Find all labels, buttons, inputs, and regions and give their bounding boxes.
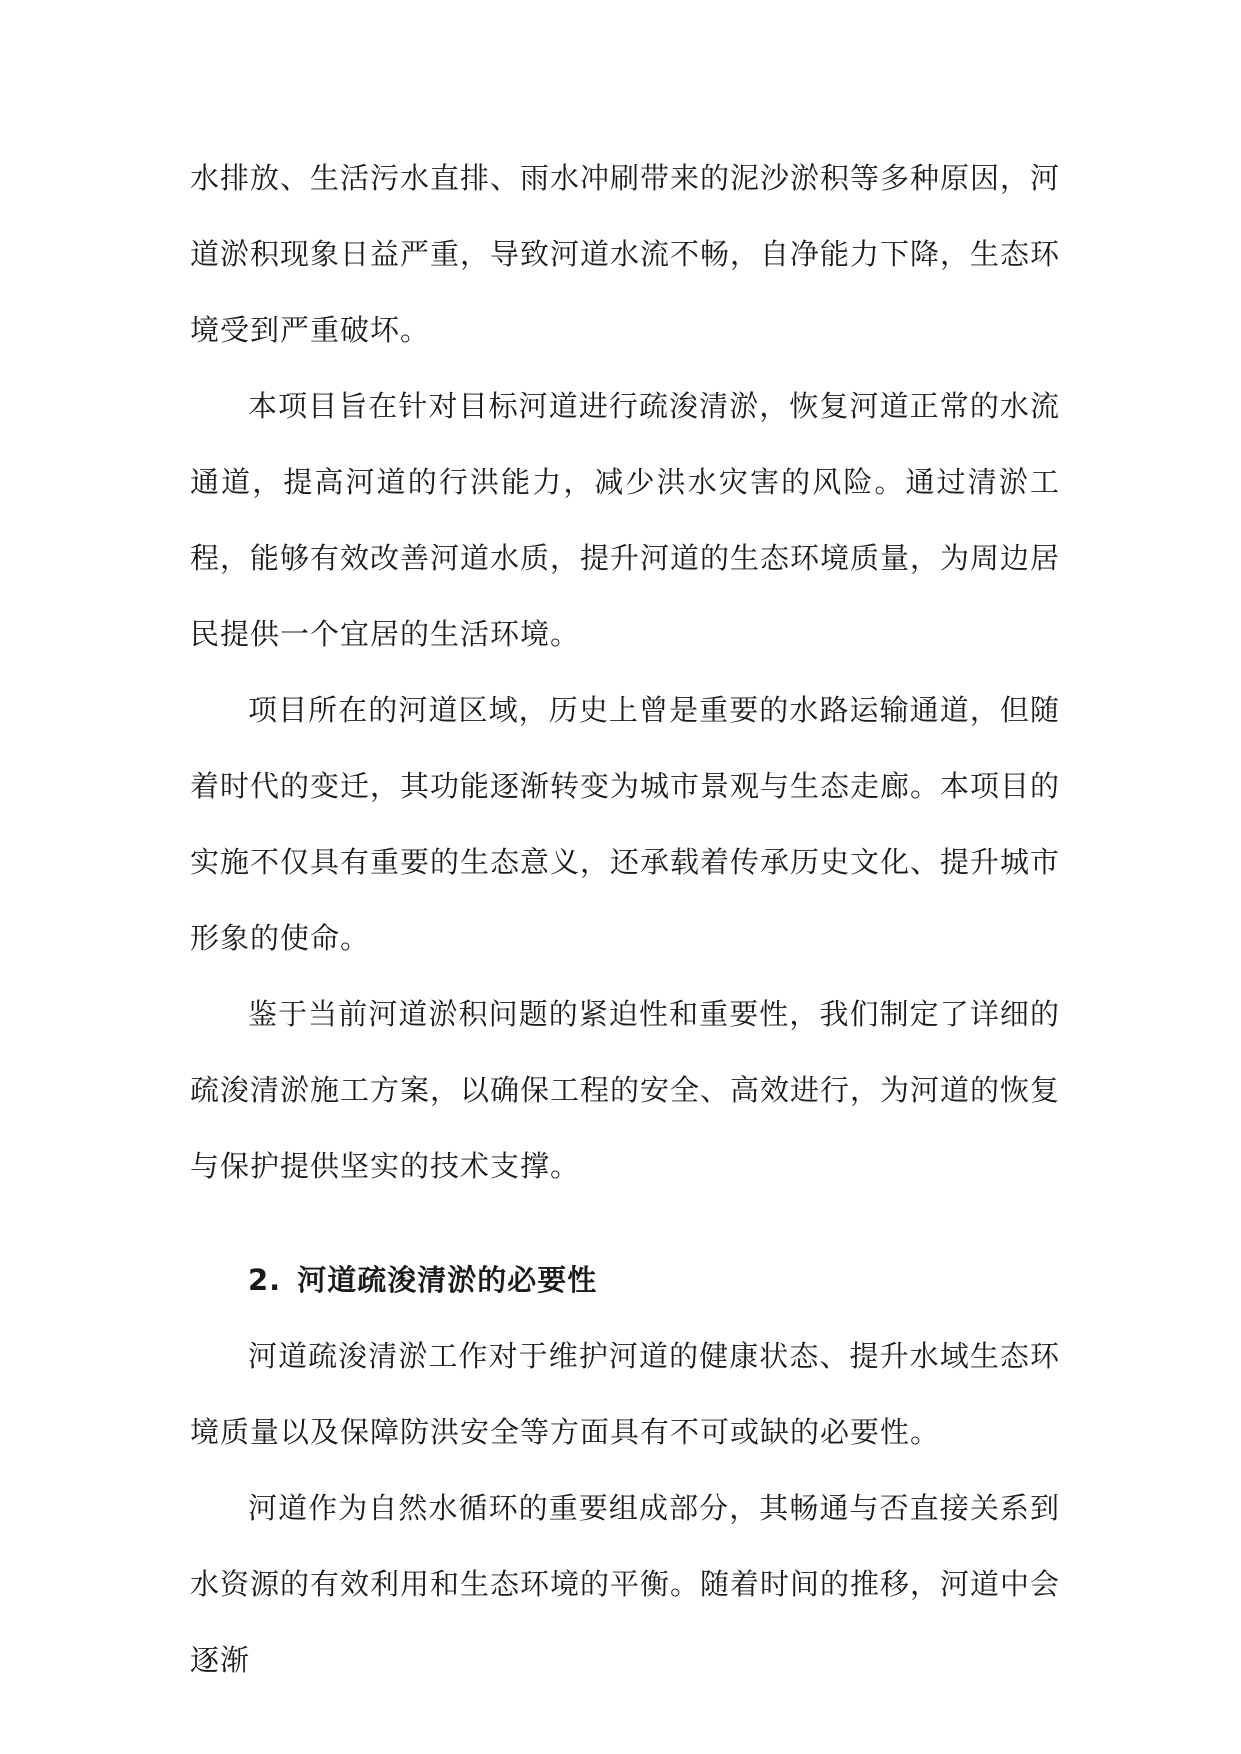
paragraph-project-goal: 本项目旨在针对目标河道进行疏浚清淤，恢复河道正常的水流通道，提高河道的行洪能力，减少洪水灾害的风险。通过清淤工程，能够有效改善河道水质，提升河道的生态环境质量，为周边居民提供一个宜居的生活环境。 [190,389,1061,651]
section-heading [190,1242,1060,1318]
paragraph-continued: 水排放、生活污水直排、雨水冲刷带来的泥沙淤积等多种原因，河道淤积现象日益严重，导致河道水流不畅，自净能力下降，生态环境受到严重破坏。 [190,161,1061,347]
paragraph-project-history: 项目所在的河道区域，历史上曾是重要的水路运输通道，但随着时代的变迁，其功能逐渐转变为城市景观与生态走廊。本项目的实施不仅具有重要的生态意义，还承载着传承历史文化、提升城市形象的使命。 [190,693,1061,955]
section-number: 2. [248,1263,282,1297]
paragraph-necessity-intro: 河道疏浚清淤工作对于维护河道的健康状态、提升水域生态环境质量以及保障防洪安全等方面具有不可或缺的必要性。 [190,1339,1060,1449]
section-spacer [190,1204,1060,1242]
paragraph-water-cycle: 河道作为自然水循环的重要组成部分，其畅通与否直接关系到水资源的有效利用和生态环境的平衡。随着时间的推移，河道中会逐渐 [190,1491,1061,1677]
paragraph-plan-summary: 鉴于当前河道淤积问题的紧迫性和重要性，我们制定了详细的疏浚清淤施工方案，以确保工程的安全、高效进行，为河道的恢复与保护提供坚实的技术支撑。 [190,997,1061,1183]
document-body [190,140,1060,1698]
section-title: 河道疏浚清淤的必要性 [297,1263,598,1297]
